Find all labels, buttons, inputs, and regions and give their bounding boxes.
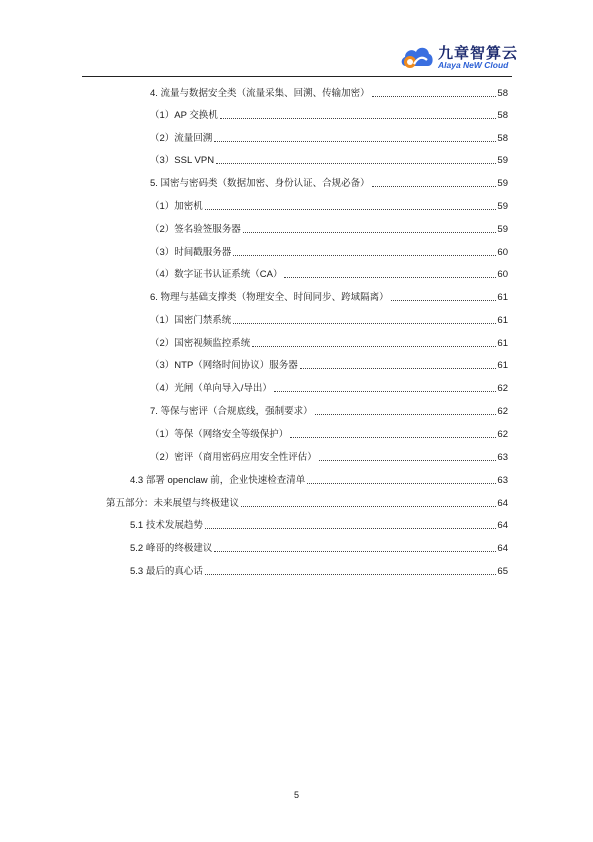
toc-entry[interactable] [150, 427, 508, 441]
toc-entry-page: 58 [497, 88, 508, 99]
toc-entry-title: 7. 等保与密评（合规底线，强制要求） [150, 406, 313, 417]
toc-entry[interactable] [150, 199, 508, 213]
toc-leader [241, 506, 496, 507]
toc-entry-title: （4）数字证书认证系统（CA） [150, 269, 283, 280]
toc-leader [315, 414, 497, 415]
toc-entry-page: 59 [497, 178, 508, 189]
toc-leader [372, 186, 497, 187]
toc-leader [274, 391, 496, 392]
brand-logo [400, 40, 520, 74]
toc-entry-page: 61 [497, 338, 508, 349]
toc-entry-page: 63 [497, 475, 508, 486]
toc-entry-title: 5.2 峰哥的终极建议 [130, 543, 213, 554]
toc-entry-page: 64 [497, 520, 508, 531]
toc-entry[interactable] [130, 518, 508, 532]
toc-entry-page: 60 [497, 269, 508, 280]
toc-entry[interactable] [130, 564, 508, 578]
toc-leader [233, 323, 496, 324]
toc-entry[interactable] [150, 153, 508, 167]
toc-entry[interactable] [150, 131, 508, 145]
toc-entry-title: （1）AP 交换机 [150, 110, 218, 121]
toc-leader [319, 460, 497, 461]
toc-entry-title: （3）时间戳服务器 [150, 247, 232, 258]
toc-entry[interactable] [130, 541, 508, 555]
toc-entry-title: 第五部分：未来展望与终极建议 [106, 498, 240, 509]
toc-leader [205, 209, 497, 210]
toc-leader [205, 528, 497, 529]
toc-leader [372, 96, 497, 97]
toc-entry-page: 61 [497, 360, 508, 371]
toc-leader [252, 346, 496, 347]
toc-entry-page: 61 [497, 292, 508, 303]
toc-leader [214, 141, 496, 142]
toc-entry[interactable] [150, 245, 508, 259]
toc-entry-page: 61 [497, 315, 508, 326]
toc-leader [307, 483, 496, 484]
toc-entry-title: （1）加密机 [150, 201, 203, 212]
toc-entry[interactable] [130, 473, 508, 487]
toc-entry-page: 58 [497, 133, 508, 144]
toc-entry-title: （2）流量回溯 [150, 133, 213, 144]
toc-entry[interactable] [150, 313, 508, 327]
toc-leader [300, 368, 497, 369]
toc-entry[interactable] [150, 176, 508, 190]
brand-name: 九章智算云 [438, 45, 519, 62]
toc-entry[interactable] [150, 222, 508, 236]
toc-entry-title: 5. 国密与密码类（数据加密、身份认证、合规必备） [150, 178, 370, 189]
toc-entry[interactable] [150, 450, 508, 464]
toc-entry-title: 5.1 技术发展趋势 [130, 520, 203, 531]
toc-entry-page: 64 [497, 543, 508, 554]
toc-leader [214, 551, 496, 552]
toc-leader [220, 118, 496, 119]
toc-entry-title: 4. 流量与数据安全类（流量采集、回溯、传输加密） [150, 88, 370, 99]
toc-entry-title: （2）签名验签服务器 [150, 224, 241, 235]
toc-entry[interactable] [150, 381, 508, 395]
page-number: 5 [293, 790, 299, 800]
toc-entry-page: 62 [497, 429, 508, 440]
toc-entry-page: 59 [497, 155, 508, 166]
toc-entry-page: 62 [497, 406, 508, 417]
toc-entry-title: （2）国密视频监控系统 [150, 338, 251, 349]
toc-entry-title: （2）密评（商用密码应用安全性评估） [150, 452, 317, 463]
toc-entry[interactable] [150, 290, 508, 304]
toc-entry[interactable] [150, 336, 508, 350]
toc-entry-title: （4）光闸（单向导入/导出） [150, 383, 272, 394]
brand-tagline: Alaya NeW Cloud [438, 60, 509, 70]
toc-entry-page: 60 [497, 247, 508, 258]
toc-entry[interactable] [150, 267, 508, 281]
toc-entry[interactable] [106, 496, 508, 510]
toc-entry-page: 59 [497, 201, 508, 212]
toc-entry-title: 5.3 最后的真心话 [130, 566, 203, 577]
toc-leader [290, 437, 496, 438]
toc-entry-title: 6. 物理与基础支撑类（物理安全、时间同步、跨域隔离） [150, 292, 389, 303]
toc-leader [391, 300, 497, 301]
toc-entry-title: 4.3 部署 openclaw 前，企业快速检查清单 [130, 475, 306, 486]
toc-entry-page: 59 [497, 224, 508, 235]
toc-leader [233, 255, 496, 256]
toc-entry-title: （3）SSL VPN [150, 155, 215, 166]
toc-leader [284, 277, 496, 278]
toc-entry-title: （3）NTP（网络时间协议）服务器 [150, 360, 298, 371]
cloud-logo-icon [400, 42, 434, 72]
toc-entry-page: 63 [497, 452, 508, 463]
toc-entry[interactable] [150, 108, 508, 122]
toc-entry-page: 58 [497, 110, 508, 121]
header-divider [82, 76, 512, 77]
toc-entry-page: 64 [497, 498, 508, 509]
toc-leader [205, 574, 497, 575]
toc-leader [216, 163, 496, 164]
toc-entry-title: （1）国密门禁系统 [150, 315, 232, 326]
toc-entry[interactable] [150, 358, 508, 372]
toc-leader [243, 232, 497, 233]
toc-entry-page: 65 [497, 566, 508, 577]
toc-entry[interactable] [150, 404, 508, 418]
toc-entry-page: 62 [497, 383, 508, 394]
toc-entry[interactable] [150, 86, 508, 100]
toc-entry-title: （1）等保（网络安全等级保护） [150, 429, 289, 440]
